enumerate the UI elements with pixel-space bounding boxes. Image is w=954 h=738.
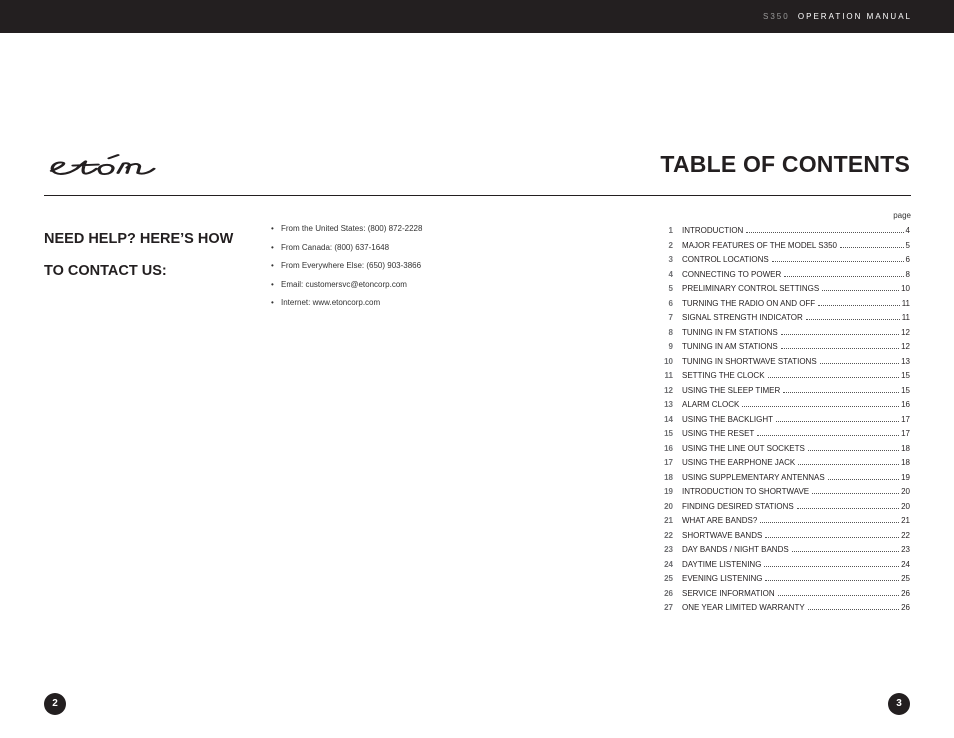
toc-label: DAY BANDS / NIGHT BANDS <box>682 545 789 554</box>
toc-label: EVENING LISTENING <box>682 574 763 583</box>
toc-label: ONE YEAR LIMITED WARRANTY <box>682 603 805 612</box>
toc-number: 2 <box>668 240 673 250</box>
help-heading-line-1: NEED HELP? HERE’S HOW <box>44 231 234 247</box>
toc-number: 14 <box>664 414 673 424</box>
toc-entry <box>658 457 910 472</box>
toc-entry-line <box>682 298 910 309</box>
toc-page: 25 <box>901 574 910 583</box>
toc-leader-dots <box>778 588 899 596</box>
toc-label: USING THE RESET <box>682 429 755 438</box>
toc-entry <box>658 283 910 298</box>
toc-entry-line <box>682 312 910 323</box>
toc-page: 21 <box>901 516 910 525</box>
toc-label: PRELIMINARY CONTROL SETTINGS <box>682 284 820 293</box>
toc-entry-line <box>682 399 910 410</box>
toc-number: 18 <box>664 472 673 482</box>
header-model: S350 <box>762 12 790 21</box>
toc-label: TUNING IN AM STATIONS <box>682 342 778 351</box>
toc-number: 8 <box>668 327 673 337</box>
toc-entry <box>658 298 910 313</box>
toc-label: USING SUPPLEMENTARY ANTENNAS <box>682 472 825 482</box>
toc-page: 20 <box>901 487 910 496</box>
toc-page: 15 <box>901 371 910 380</box>
contact-item: • Internet: www.etoncorp.com <box>271 298 381 307</box>
toc-entry-line <box>682 530 910 541</box>
bullet: • <box>271 261 274 270</box>
toc-entry <box>658 530 910 545</box>
header-bar <box>0 0 954 33</box>
toc-page: 16 <box>901 400 910 409</box>
toc-leader-dots <box>784 269 903 277</box>
toc-leader-dots <box>768 370 900 378</box>
toc-label: USING THE SLEEP TIMER <box>682 385 781 395</box>
toc-page: 24 <box>901 559 910 569</box>
toc-number: 20 <box>664 501 673 511</box>
toc-page: 8 <box>905 269 910 279</box>
toc-number: 12 <box>664 385 673 395</box>
toc-number: 6 <box>668 298 673 308</box>
toc-leader-dots <box>840 240 904 248</box>
toc-entry-line <box>682 457 910 468</box>
toc-entry-line <box>682 370 910 381</box>
toc-leader-dots <box>820 356 899 364</box>
toc-label: USING THE LINE OUT SOCKETS <box>682 443 805 453</box>
page-number-left: 2 <box>44 693 66 715</box>
toc-entry-line <box>682 486 910 497</box>
toc-label: MAJOR FEATURES OF THE MODEL S350 <box>682 240 837 250</box>
toc-entry-line <box>682 443 910 454</box>
eton-logo <box>44 152 160 178</box>
toc-page: 11 <box>901 298 910 308</box>
toc-number: 9 <box>668 342 673 351</box>
toc-label: USING THE EARPHONE JACK <box>682 458 796 467</box>
toc-leader-dots <box>776 414 899 422</box>
toc-entry-line <box>682 225 910 236</box>
toc-entry <box>658 472 910 487</box>
toc-label: FINDING DESIRED STATIONS <box>682 501 794 511</box>
toc-label: CONNECTING TO POWER <box>682 269 782 279</box>
toc-entry <box>658 312 910 327</box>
contact-item: • Email: customersvc@etoncorp.com <box>271 279 407 289</box>
running-header <box>763 12 912 21</box>
toc-entry-line <box>682 341 910 352</box>
toc-entry-line <box>682 559 910 570</box>
toc-number: 25 <box>664 574 673 583</box>
toc-label: CONTROL LOCATIONS <box>682 255 769 264</box>
toc-entry-line <box>682 356 910 367</box>
toc-leader-dots <box>757 428 899 436</box>
bullet: • <box>271 298 274 307</box>
toc-leader-dots <box>808 443 899 451</box>
toc-number: 10 <box>664 356 673 366</box>
toc-leader-dots <box>818 298 899 306</box>
toc-number: 16 <box>664 443 673 453</box>
toc-leader-dots <box>742 399 899 407</box>
help-heading <box>44 223 233 287</box>
toc-leader-dots <box>781 341 899 349</box>
toc-page: 10 <box>901 284 910 293</box>
toc-page: 18 <box>901 443 910 453</box>
toc-label: INTRODUCTION TO SHORTWAVE <box>682 487 810 496</box>
toc-entry <box>658 602 910 617</box>
toc-number: 7 <box>668 313 673 322</box>
toc-number: 24 <box>664 559 673 569</box>
toc-number: 17 <box>664 458 673 467</box>
toc-page: 11 <box>901 313 910 322</box>
toc-entry <box>658 399 910 414</box>
divider <box>44 195 911 196</box>
table-of-contents <box>658 225 910 617</box>
toc-page: 18 <box>901 458 910 467</box>
toc-entry-line <box>682 283 910 294</box>
toc-label: SHORTWAVE BANDS <box>682 530 763 540</box>
toc-leader-dots <box>772 254 904 262</box>
toc-entry <box>658 254 910 269</box>
toc-entry <box>658 486 910 501</box>
toc-entry-line <box>682 269 910 280</box>
toc-leader-dots <box>764 559 899 567</box>
toc-entry <box>658 515 910 530</box>
toc-number: 3 <box>668 255 673 264</box>
toc-leader-dots <box>812 486 899 494</box>
toc-entry <box>658 327 910 342</box>
toc-page: 12 <box>901 327 910 337</box>
toc-page: 6 <box>905 255 910 264</box>
toc-page: 23 <box>901 545 910 554</box>
toc-entry <box>658 428 910 443</box>
toc-number: 19 <box>664 487 673 496</box>
toc-number: 5 <box>668 284 673 293</box>
bullet: • <box>271 279 274 289</box>
help-heading-line-2: TO CONTACT US: <box>44 263 167 279</box>
contact-item: • From Everywhere Else: (650) 903-3866 <box>271 261 422 270</box>
toc-label: DAYTIME LISTENING <box>682 559 762 569</box>
toc-entry <box>658 225 910 240</box>
toc-number: 22 <box>664 530 673 540</box>
toc-leader-dots <box>783 385 899 393</box>
toc-label: INTRODUCTION <box>682 226 744 235</box>
toc-label: TUNING IN FM STATIONS <box>682 327 778 337</box>
toc-number: 27 <box>664 603 673 612</box>
toc-page: 15 <box>901 385 910 395</box>
toc-entry-line <box>682 254 910 265</box>
toc-page: 26 <box>901 603 910 612</box>
contact-item: • From Canada: (800) 637-1648 <box>271 242 390 252</box>
contact-item: • From the United States: (800) 872-2228 <box>271 224 423 233</box>
toc-leader-dots <box>797 501 899 509</box>
toc-page: 20 <box>901 501 910 511</box>
toc-page: 19 <box>901 472 910 482</box>
toc-label: TURNING THE RADIO ON AND OFF <box>682 298 816 308</box>
toc-entry-line <box>682 588 910 599</box>
toc-label: WHAT ARE BANDS? <box>682 516 758 525</box>
toc-entry <box>658 544 910 559</box>
page-number-right: 3 <box>888 693 910 715</box>
toc-leader-dots <box>798 457 899 465</box>
toc-number: 1 <box>668 226 673 235</box>
toc-entry <box>658 501 910 516</box>
toc-page: 22 <box>901 530 910 540</box>
toc-entry-line <box>682 428 910 439</box>
toc-leader-dots <box>828 472 899 480</box>
toc-entry-line <box>682 501 910 512</box>
toc-number: 23 <box>664 545 673 554</box>
toc-leader-dots <box>822 283 899 291</box>
contact-list <box>271 224 422 317</box>
toc-label: SIGNAL STRENGTH INDICATOR <box>682 313 803 322</box>
toc-label: ALARM CLOCK <box>682 400 740 409</box>
toc-page-column-header: page <box>893 211 911 220</box>
toc-entry <box>658 573 910 588</box>
toc-entry <box>658 385 910 400</box>
toc-page: 13 <box>901 356 910 366</box>
toc-label: SERVICE INFORMATION <box>682 588 775 598</box>
toc-leader-dots <box>765 573 899 581</box>
toc-leader-dots <box>781 327 899 335</box>
toc-page: 17 <box>901 414 910 424</box>
toc-page: 26 <box>901 588 910 598</box>
toc-label: SETTING THE CLOCK <box>682 371 765 380</box>
toc-number: 13 <box>664 400 673 409</box>
toc-entry-line <box>682 515 910 526</box>
toc-leader-dots <box>806 312 900 320</box>
toc-entry <box>658 443 910 458</box>
bullet: • <box>271 224 274 233</box>
toc-entry-line <box>682 385 910 396</box>
toc-entry-line <box>682 544 910 555</box>
toc-entry <box>658 240 910 255</box>
toc-page: 12 <box>901 342 910 351</box>
toc-entry <box>658 559 910 574</box>
toc-page: 4 <box>905 226 910 235</box>
toc-number: 4 <box>668 269 673 279</box>
toc-entry <box>658 414 910 429</box>
toc-label: TUNING IN SHORTWAVE STATIONS <box>682 356 817 366</box>
toc-entry-line <box>682 573 910 584</box>
toc-label: USING THE BACKLIGHT <box>682 414 773 424</box>
toc-page: 17 <box>901 429 910 438</box>
toc-entry-line <box>682 414 910 425</box>
toc-entry <box>658 269 910 284</box>
header-manual-title: OPERATION MANUAL <box>797 12 912 21</box>
bullet: • <box>271 242 274 252</box>
toc-entry-line <box>682 602 910 613</box>
toc-leader-dots <box>765 530 899 538</box>
page-title: TABLE OF CONTENTS <box>660 151 910 177</box>
toc-entry-line <box>682 240 910 251</box>
toc-leader-dots <box>746 225 903 233</box>
toc-number: 15 <box>664 429 673 438</box>
toc-leader-dots <box>792 544 899 552</box>
toc-entry-line <box>682 327 910 338</box>
toc-entry <box>658 588 910 603</box>
toc-page: 5 <box>905 240 910 250</box>
toc-number: 26 <box>664 588 673 598</box>
toc-entry <box>658 370 910 385</box>
toc-leader-dots <box>760 515 899 523</box>
toc-number: 11 <box>664 371 673 380</box>
toc-entry <box>658 341 910 356</box>
toc-leader-dots <box>808 602 899 610</box>
toc-entry <box>658 356 910 371</box>
toc-entry-line <box>682 472 910 483</box>
toc-number: 21 <box>664 516 673 525</box>
